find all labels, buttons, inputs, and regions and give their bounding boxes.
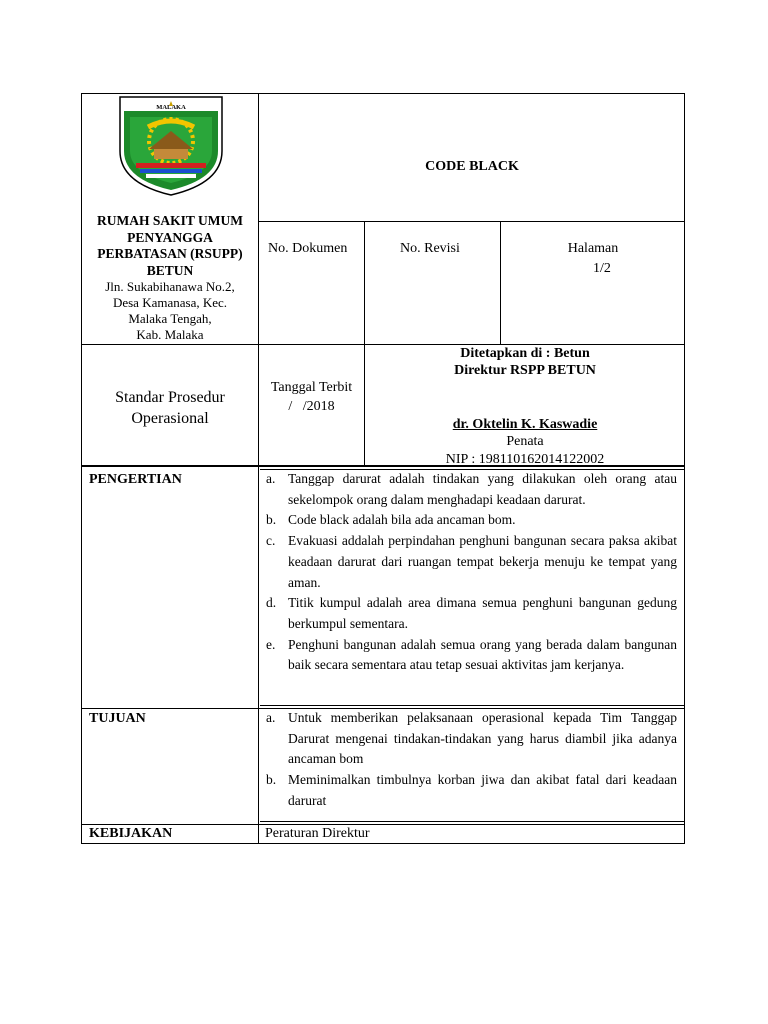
signer-nip: NIP : 198110162014122002 (445, 452, 605, 467)
halaman-value: 1/2 (593, 261, 611, 276)
list-item-text: Evakuasi addalah perpindahan penghuni bangunan secara paksa akibat keadaan darurat dari ruangan tempat bekerja menuju ke tempat yang aman. (288, 533, 677, 590)
document-title: CODE BLACK (425, 159, 519, 174)
tanggal-terbit-label: Tanggal Terbit (270, 380, 353, 395)
list-item (263, 708, 677, 770)
list-marker: a. (266, 471, 276, 486)
no-revisi-label: No. Revisi (400, 241, 460, 256)
list-item-text: Penghuni bangunan adalah semua orang yang berada dalam bangunan baik secara sementara atau tetap sesuai aktivitas jam kerjanya. (288, 636, 677, 673)
signer-name: dr. Oktelin K. Kaswadie (452, 417, 598, 432)
list-item (263, 531, 677, 593)
sop-label: Standar Prosedur Operasional (115, 389, 225, 427)
institution-name: RUMAH SAKIT UMUM PENYANGGA PERBATASAN (RSUPP) BETUN (97, 213, 243, 278)
list-item (263, 635, 677, 676)
list-item-text: Untuk memberikan pelaksanaan operasional kepada Tim Tanggap Darurat mengenai tindakan-tindakan yang harus diambil jika adanya ancaman bom (288, 710, 677, 767)
list-item-text: Code black adalah bila ada ancaman bom. (288, 512, 516, 528)
kebijakan-text: Peraturan Direktur (265, 826, 370, 841)
signer-rank: Penata (506, 434, 544, 449)
kebijakan-label: KEBIJAKAN (89, 826, 173, 841)
list-marker: e. (266, 636, 276, 652)
kebijakan-divider (258, 824, 259, 844)
address-line: Desa Kamanasa, Kec. (112, 295, 228, 310)
halaman-label: Halaman (567, 241, 619, 256)
address-line: Malaka Tengah, (128, 311, 212, 326)
tujuan-label: TUJUAN (89, 711, 146, 726)
malaka-logo (116, 93, 226, 197)
pengertian-list (263, 469, 677, 676)
list-marker: c. (266, 533, 276, 549)
list-item-text: Meminimalkan timbulnya korban jiwa dan akibat fatal dari keadaan darurat (288, 772, 677, 808)
tujuan-list (263, 708, 677, 812)
institution-address (86, 279, 254, 343)
ditetapkan-text: Ditetapkan di : Betun (460, 346, 590, 361)
list-marker: d. (266, 595, 277, 611)
list-item (263, 593, 677, 634)
logo-text: MALAKA (156, 104, 186, 111)
list-item (263, 469, 677, 510)
list-marker: b. (266, 772, 277, 788)
header-divider-title (258, 221, 685, 222)
list-item (263, 510, 677, 531)
direktur-text: Direktur RSPP BETUN (454, 363, 596, 378)
tanggal-terbit-value: / /2018 (288, 399, 335, 414)
address-line: Kab. Malaka (136, 327, 204, 342)
pengertian-divider (258, 466, 259, 709)
list-marker: a. (266, 710, 276, 725)
list-marker: b. (266, 512, 277, 528)
list-item-text: Titik kumpul adalah area dimana semua penghuni bangunan gedung berkumpul sementara. (288, 595, 677, 631)
tujuan-divider (258, 708, 259, 825)
list-item-text: Tanggap darurat adalah tindakan yang dilakukan oleh orang atau sekelompok orang dalam menghadapi keadaan darurat. (288, 471, 677, 507)
pengertian-label: PENGERTIAN (89, 472, 182, 487)
list-item (263, 770, 677, 811)
address-line: Jln. Sukabihanawa No.2, (105, 279, 235, 294)
no-dokumen-label: No. Dokumen (268, 241, 348, 256)
